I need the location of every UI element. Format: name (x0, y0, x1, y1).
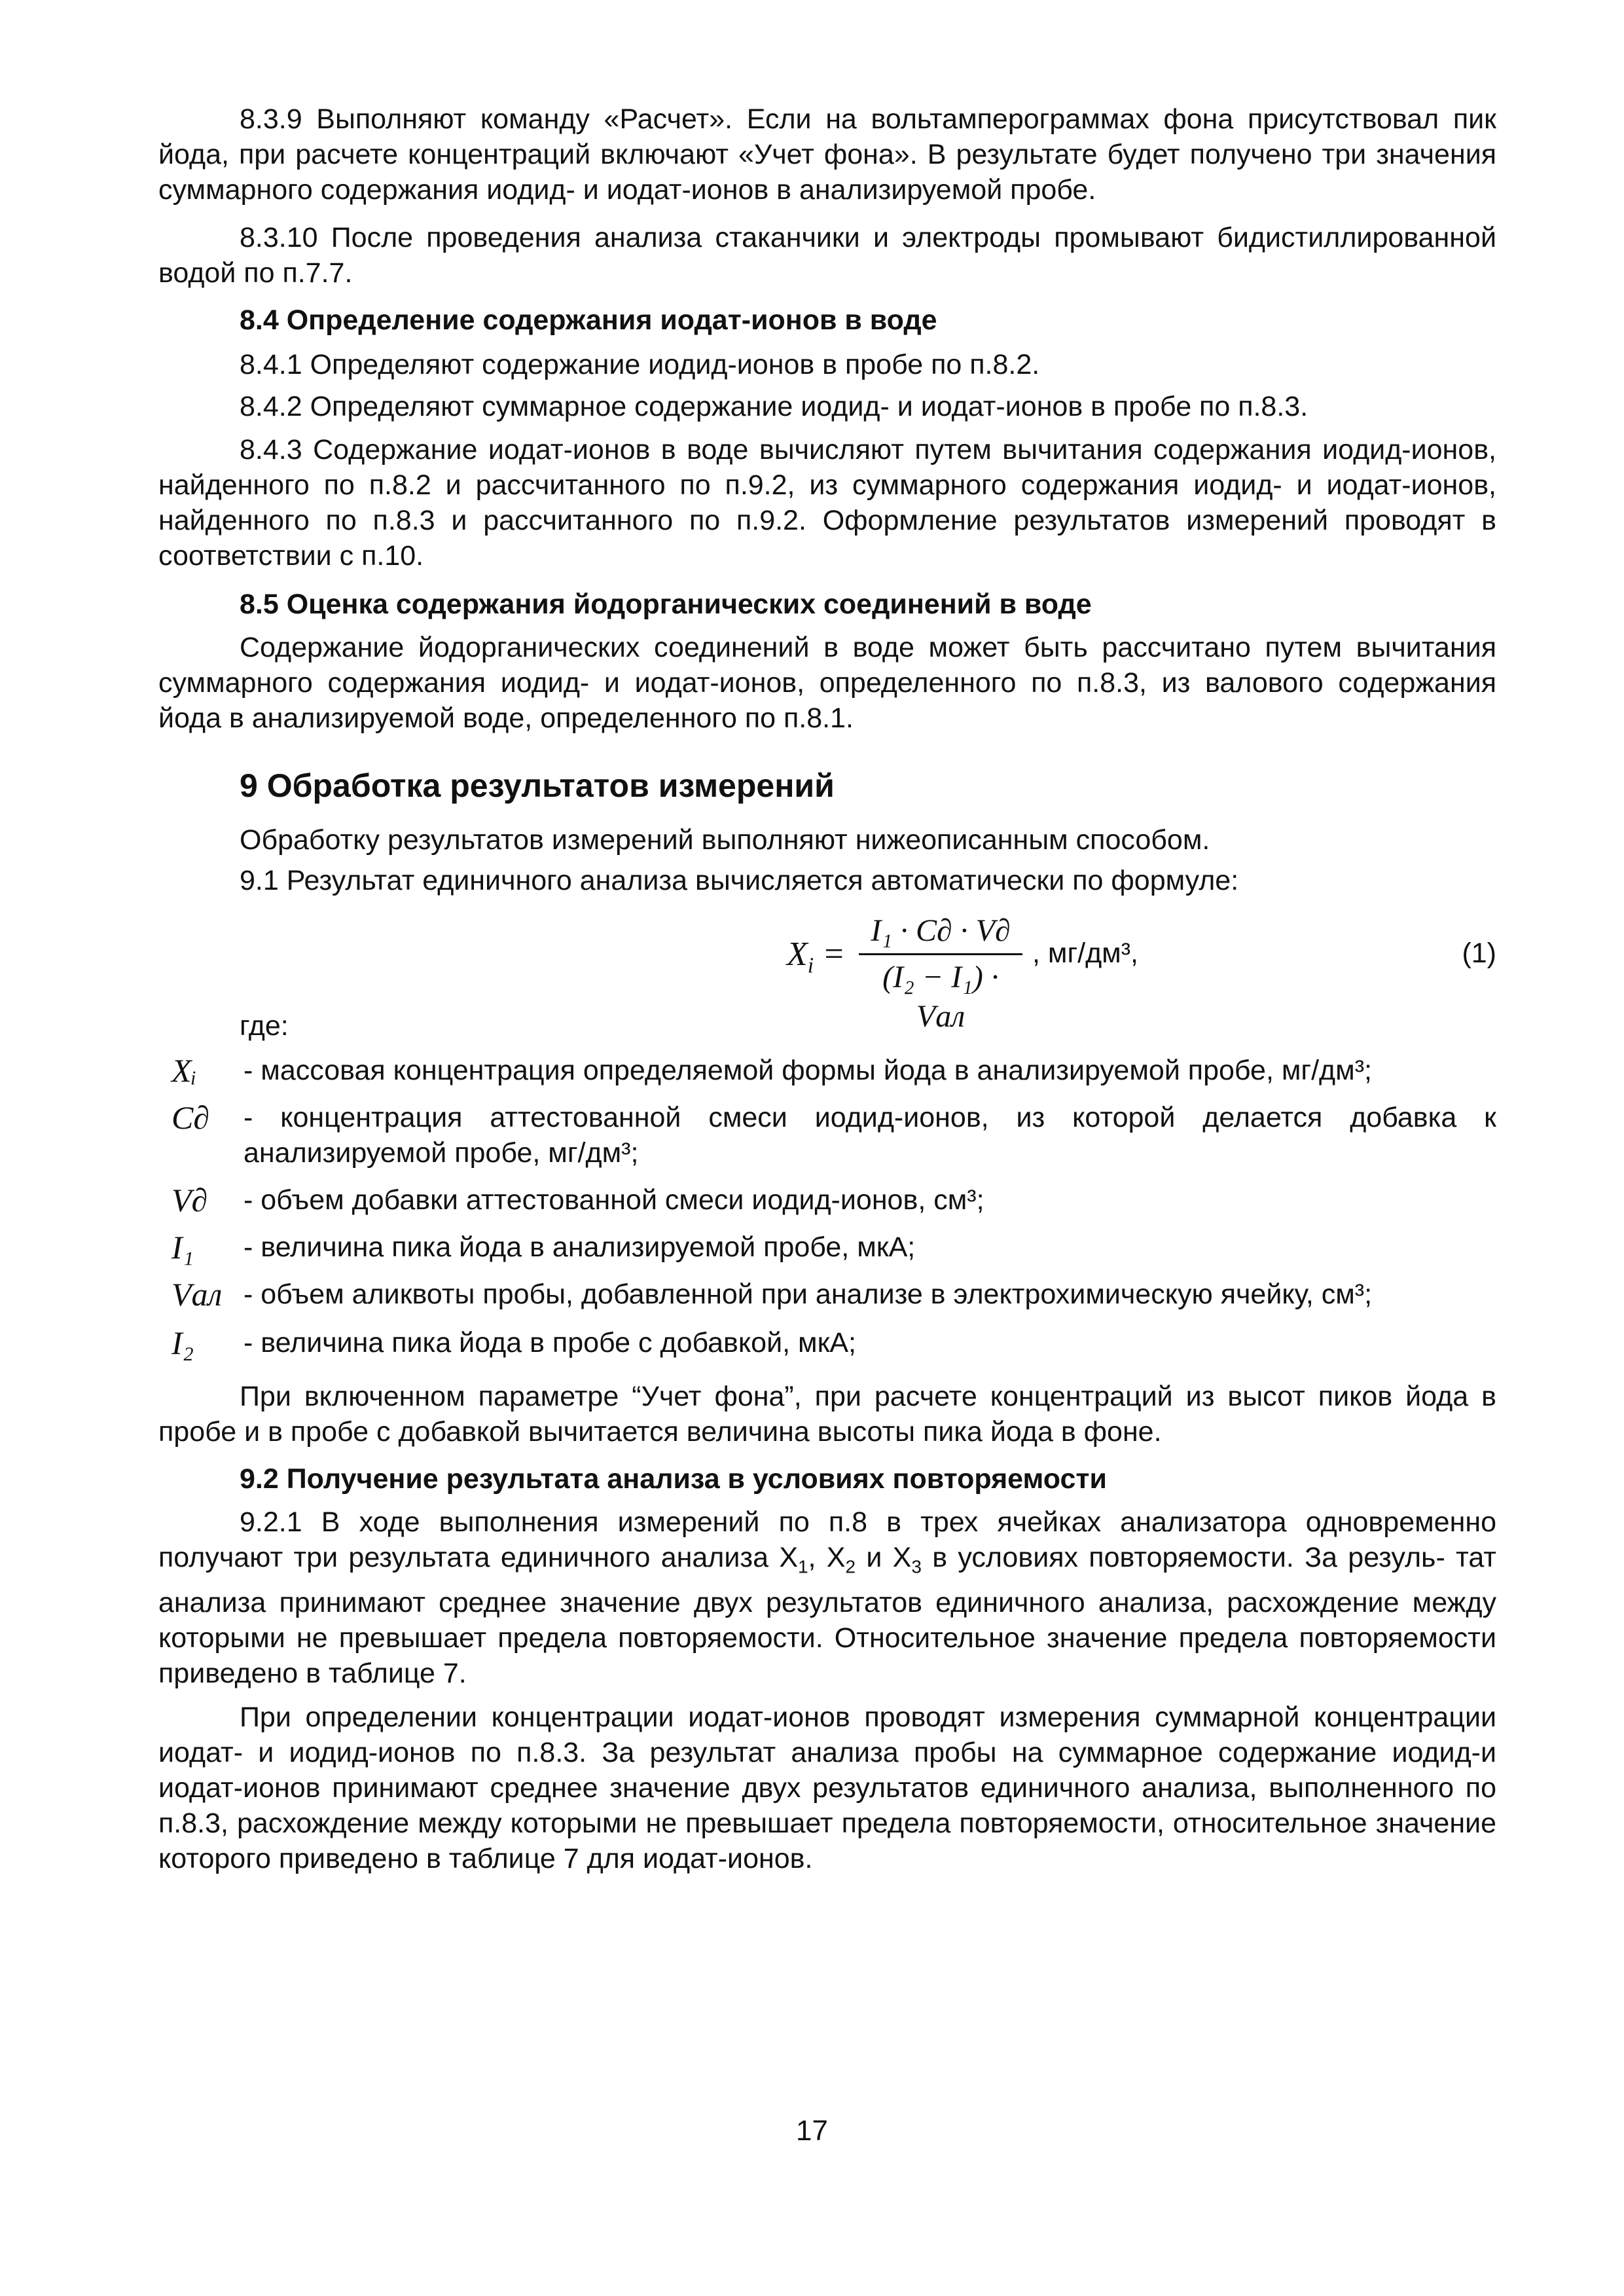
symbol-xi: Xᵢ (171, 1052, 197, 1089)
paragraph-8-3-9: 8.3.9 Выполняют команду «Расчет». Если на вольтамперограммах фона присутствовал пик йода, при расчете концентраций включают «Учет фона». В результате будет получено три значения суммарного содержания иодид- и иодат-ионов в анализируемой пробе. (158, 103, 1496, 206)
definition-i1 (158, 1230, 1496, 1269)
subscript-1: 1 (798, 1556, 808, 1577)
paragraph-background: При включенном параметре “Учет фона”, при расчете концентраций из высот пиков йода в пробе и в пробе с добавкой вычитается величина высоты пика йода в фоне. (158, 1381, 1496, 1448)
paragraph-9-2-1-tail: в условиях повторяемости. За резуль- (921, 1542, 1445, 1573)
definition-text: - объем добавки аттестованной смеси иодид-ионов, см³; (244, 1184, 984, 1216)
definition-text: - объем аликвоты пробы, добавленной при анализе в электрохимическую ячейку, см³; (244, 1279, 1373, 1310)
definition-xi (158, 1053, 1496, 1092)
formula-numerator: I₁ · C∂ · V∂ (871, 913, 1011, 948)
formula-number: (1) (1462, 938, 1496, 969)
paragraph-9-2-1-end: тат анализа принимают среднее значение двух результатов единичного анализа, расхождение между которыми не превышает предела повторяемости. Относительное значение предела повторяемости приведено в таблице 7. (158, 1542, 1496, 1689)
definition-text: - величина пика йода в пробе с добавкой, мкА; (244, 1327, 857, 1358)
symbol-cd: C∂ (171, 1099, 210, 1136)
symbol-i1: I₁ (171, 1229, 194, 1266)
definition-vd (158, 1182, 1496, 1222)
definition-text: - величина пика йода в анализируемой пробе, мкА; (244, 1231, 916, 1263)
paragraph-9-2-1 (158, 1504, 1496, 1691)
separator: , X (808, 1542, 846, 1573)
paragraph-8-4-2: 8.4.2 Определяют суммарное содержание иодид- и иодат-ионов в пробе по п.8.3. (240, 391, 1308, 422)
formula-lhs: $X_i$ = (787, 936, 846, 978)
page-number: 17 (796, 2115, 828, 2147)
heading-8-4: 8.4 Определение содержания иодат-ионов в воде (240, 304, 937, 336)
paragraph-9-2-1-start: 9.2.1 В ходе выполнения измерений по п.8 в трех ячейках анализатора одновременно получают три результата единичного анализа X (158, 1506, 1496, 1573)
heading-8-5: 8.5 Оценка содержания йодорганических соединений в воде (240, 589, 1092, 620)
paragraph-9-intro: Обработку результатов измерений выполняют нижеописанным способом. (240, 824, 1210, 856)
paragraph-8-5: Содержание йодорганических соединений в воде может быть рассчитано путем вычитания суммарного содержания иодид- и иодат-ионов, определенного по п.8.3, из валового содержания йода в анализируемой воде, определенного по п.8.1. (158, 632, 1496, 734)
definition-cd (158, 1100, 1496, 1172)
heading-9: 9 Обработка результатов измерений (240, 767, 835, 804)
symbol-i2: I₂ (171, 1324, 194, 1361)
where-label: где: (240, 1010, 289, 1042)
subscript-3: 3 (911, 1556, 922, 1577)
paragraph-8-4-1: 8.4.1 Определяют содержание иодид-ионов в пробе по п.8.2. (240, 349, 1040, 380)
paragraph-8-4-3: 8.4.3 Содержание иодат-ионов в воде вычисляют путем вычитания содержания иодид-ионов, найденного по п.8.2 и рассчитанного по п.9.2, из суммарного содержания иодид- и иодат-ионов, найденного по п.8.3 и рассчитанного по п.9.2. Оформление результатов измерений проводят в соответствии с п.10. (158, 434, 1496, 572)
symbol-vd: V∂ (171, 1182, 208, 1218)
formula-units: , мг/дм³, (1032, 938, 1139, 969)
definition-text: - массовая концентрация определяемой формы йода в анализируемой пробе, мг/дм³; (244, 1055, 1372, 1086)
symbol-val: Vал (171, 1276, 223, 1313)
fraction-bar (859, 953, 1022, 955)
subscript-2: 2 (845, 1556, 856, 1577)
definition-text: - концентрация аттестованной смеси иодид-ионов, из которой делается добавка к анализируемой пробе, мг/дм³; (244, 1102, 1496, 1169)
formula-denominator: (I₂ − I₁) · Vал (882, 960, 999, 1034)
definition-i2 (158, 1325, 1496, 1364)
heading-9-2: 9.2 Получение результата анализа в условиях повторяемости (240, 1463, 1107, 1495)
separator: и X (856, 1542, 912, 1573)
paragraph-iodate: При определении концентрации иодат-ионов проводят измерения суммарной концентрации иодат- и иодид-ионов по п.8.3. За результат анализа пробы на суммарное содержание иодид-и иодат-ионов принимают среднее значение двух результатов единичного анализа, выполненного по п.8.3, расхождение между которыми не превышает предела повторяемости, относительное значение которого приведено в таблице 7 для иодат-ионов. (158, 1702, 1496, 1874)
paragraph-9-1: 9.1 Результат единичного анализа вычисляется автоматически по формуле: (240, 865, 1239, 896)
definition-val (158, 1277, 1496, 1316)
paragraph-8-3-10: 8.3.10 После проведения анализа стаканчики и электроды промывают бидистиллированной водой по п.7.7. (158, 222, 1496, 289)
